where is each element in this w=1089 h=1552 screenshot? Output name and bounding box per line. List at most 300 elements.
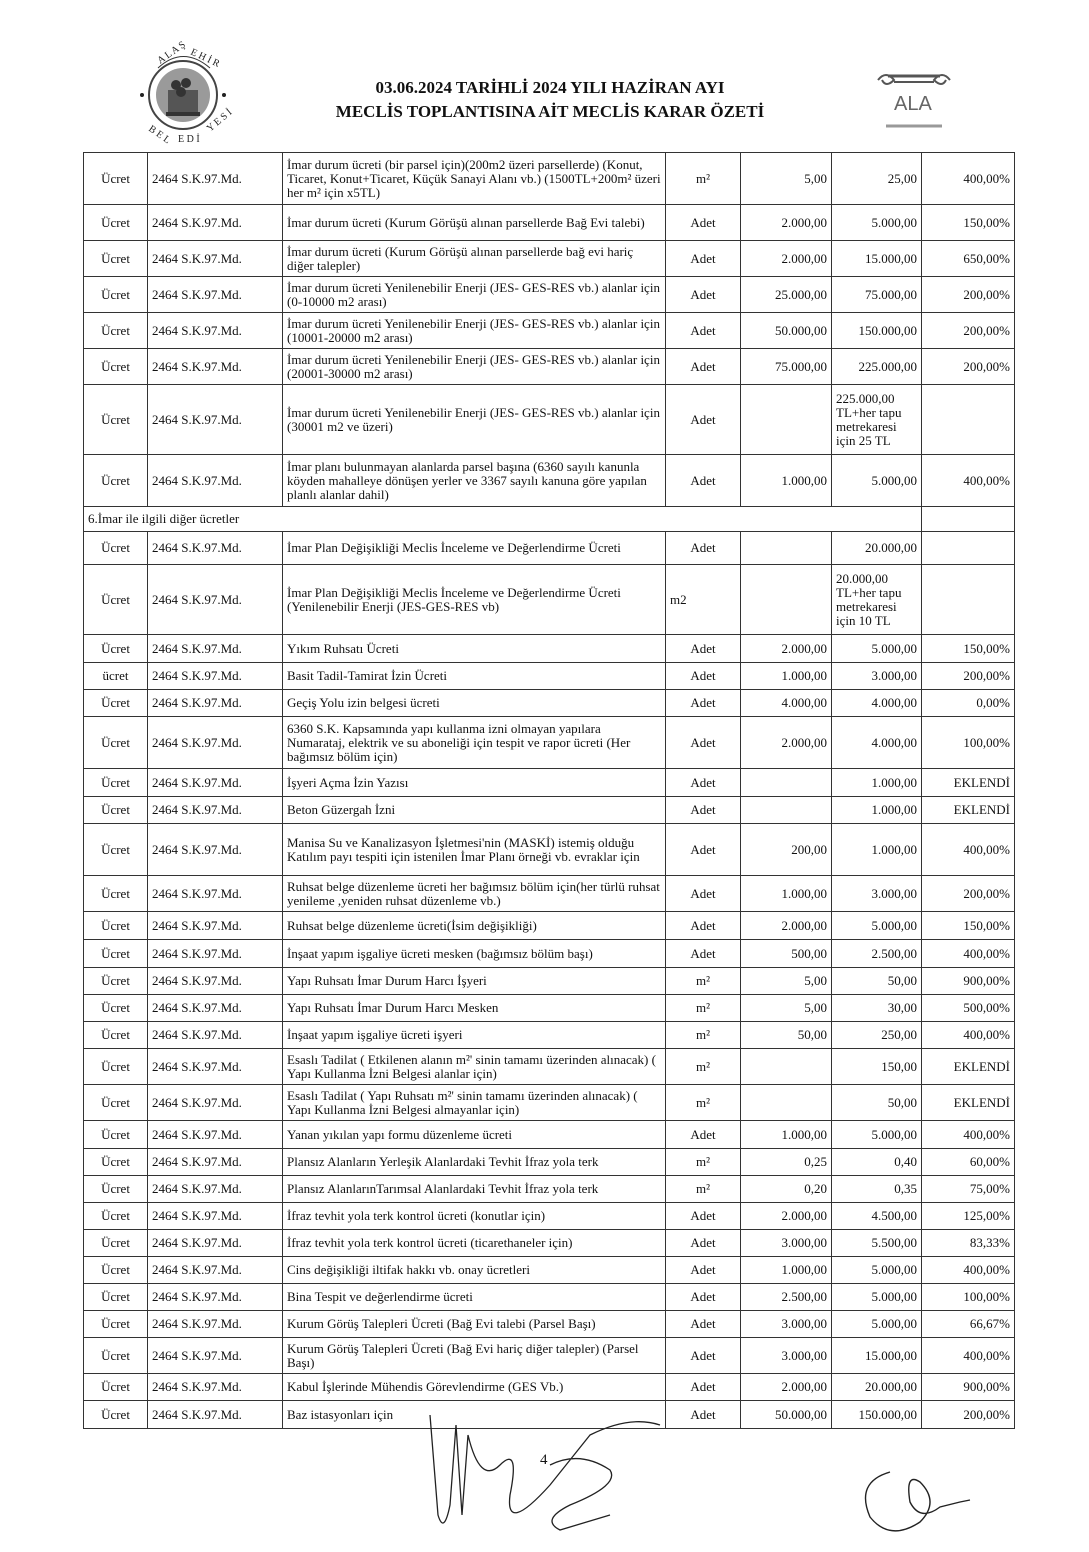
unit-cell: m² bbox=[666, 1022, 741, 1049]
fee-type-cell: Ücret bbox=[84, 717, 148, 769]
table-row bbox=[84, 635, 1015, 663]
change-percent-cell: 400,00% bbox=[922, 1257, 1015, 1284]
municipality-seal-logo bbox=[128, 40, 238, 150]
table-row bbox=[84, 1338, 1015, 1374]
description-cell: İmar durum ücreti Yenilenebilir Enerji (JES- GES-RES vb.) alanlar için (30001 m2 ve üzeri) bbox=[283, 385, 666, 455]
unit-cell: Adet bbox=[666, 824, 741, 876]
new-amount-cell: 75.000,00 bbox=[832, 277, 922, 313]
change-percent-cell: 200,00% bbox=[922, 349, 1015, 385]
legal-basis-cell: 2464 S.K.97.Md. bbox=[148, 565, 283, 635]
legal-basis-cell: 2464 S.K.97.Md. bbox=[148, 313, 283, 349]
description-cell: Baz istasyonları için bbox=[283, 1401, 666, 1429]
change-percent-cell bbox=[922, 385, 1015, 455]
unit-cell: Adet bbox=[666, 385, 741, 455]
new-amount-cell: 5.000,00 bbox=[832, 1257, 922, 1284]
description-cell: Ruhsat belge düzenleme ücreti her bağımsız bölüm için(her türlü ruhsat yenileme ,yeniden ruhsat düzenleme vb.) bbox=[283, 876, 666, 912]
legal-basis-cell: 2464 S.K.97.Md. bbox=[148, 1203, 283, 1230]
new-amount-cell: 15.000,00 bbox=[832, 1338, 922, 1374]
page-number: 4 bbox=[540, 1452, 548, 1468]
new-amount-cell: 5.000,00 bbox=[832, 1311, 922, 1338]
old-amount-cell: 2.000,00 bbox=[741, 635, 832, 663]
change-percent-cell: 66,67% bbox=[922, 1311, 1015, 1338]
ala-logo bbox=[872, 68, 956, 134]
svg-text:ALA: ALA bbox=[894, 93, 932, 115]
description-cell: Ruhsat belge düzenleme ücreti(İsim değişikliği) bbox=[283, 912, 666, 940]
legal-basis-cell: 2464 S.K.97.Md. bbox=[148, 1257, 283, 1284]
new-amount-cell: 1.000,00 bbox=[832, 769, 922, 797]
unit-cell: m² bbox=[666, 968, 741, 995]
description-cell: İmar Plan Değişikliği Meclis İnceleme ve Değerlendirme Ücreti (Yenilenebilir Enerji (JES-GES-RES vb) bbox=[283, 565, 666, 635]
change-percent-cell: 150,00% bbox=[922, 205, 1015, 241]
new-amount-cell: 20.000,00 bbox=[832, 1374, 922, 1401]
fee-type-cell: Ücret bbox=[84, 1176, 148, 1203]
unit-cell: Adet bbox=[666, 1284, 741, 1311]
ionic-column-logo-icon bbox=[872, 68, 956, 134]
unit-cell: Adet bbox=[666, 241, 741, 277]
old-amount-cell: 75.000,00 bbox=[741, 349, 832, 385]
legal-basis-cell: 2464 S.K.97.Md. bbox=[148, 1401, 283, 1429]
unit-cell: Adet bbox=[666, 1401, 741, 1429]
old-amount-cell: 2.000,00 bbox=[741, 717, 832, 769]
old-amount-cell: 0,20 bbox=[741, 1176, 832, 1203]
description-cell: İmar durum ücreti (Kurum Görüşü alınan parsellerde bağ evi hariç diğer talepler) bbox=[283, 241, 666, 277]
legal-basis-cell: 2464 S.K.97.Md. bbox=[148, 1049, 283, 1085]
unit-cell: Adet bbox=[666, 1121, 741, 1149]
table-row bbox=[84, 349, 1015, 385]
document-title-line2: MECLİS TOPLANTISINA AİT MECLİS KARAR ÖZETİ bbox=[335, 102, 765, 121]
legal-basis-cell: 2464 S.K.97.Md. bbox=[148, 385, 283, 455]
old-amount-cell bbox=[741, 797, 832, 824]
legal-basis-cell: 2464 S.K.97.Md. bbox=[148, 1085, 283, 1121]
fee-type-cell: Ücret bbox=[84, 635, 148, 663]
fee-type-cell: Ücret bbox=[84, 1338, 148, 1374]
new-amount-cell: 5.000,00 bbox=[832, 1121, 922, 1149]
table-row bbox=[84, 995, 1015, 1022]
legal-basis-cell: 2464 S.K.97.Md. bbox=[148, 241, 283, 277]
svg-text:A L A Ş: A L A Ş bbox=[155, 40, 188, 67]
section-title: 6.İmar ile ilgili diğer ücretler bbox=[84, 507, 922, 532]
old-amount-cell: 1.000,00 bbox=[741, 663, 832, 690]
fee-type-cell: Ücret bbox=[84, 153, 148, 205]
fee-type-cell: Ücret bbox=[84, 313, 148, 349]
description-cell: İmar durum ücreti Yenilenebilir Enerji (JES- GES-RES vb.) alanlar için (10001-20000 m2 arası) bbox=[283, 313, 666, 349]
fee-type-cell: Ücret bbox=[84, 1230, 148, 1257]
new-amount-cell: 4.000,00 bbox=[832, 717, 922, 769]
description-cell: Cins değişikliği iltifak hakkı vb. onay ücretleri bbox=[283, 1257, 666, 1284]
new-amount-cell: 20.000,00 bbox=[832, 532, 922, 565]
section-header-row bbox=[84, 507, 1015, 532]
change-percent-cell: 400,00% bbox=[922, 940, 1015, 968]
change-percent-cell: 900,00% bbox=[922, 1374, 1015, 1401]
unit-cell: m2 bbox=[666, 565, 741, 635]
unit-cell: m² bbox=[666, 1149, 741, 1176]
new-amount-cell: 1.000,00 bbox=[832, 797, 922, 824]
table-row bbox=[84, 717, 1015, 769]
municipality-seal-icon bbox=[128, 40, 238, 150]
unit-cell: m² bbox=[666, 153, 741, 205]
new-amount-cell: 0,35 bbox=[832, 1176, 922, 1203]
old-amount-cell: 1.000,00 bbox=[741, 876, 832, 912]
unit-cell: Adet bbox=[666, 349, 741, 385]
legal-basis-cell: 2464 S.K.97.Md. bbox=[148, 663, 283, 690]
unit-cell: Adet bbox=[666, 277, 741, 313]
change-percent-cell: 100,00% bbox=[922, 717, 1015, 769]
new-amount-cell: 4.500,00 bbox=[832, 1203, 922, 1230]
description-cell: Plansız Alanların Yerleşik Alanlardaki Tevhit İfraz yola terk bbox=[283, 1149, 666, 1176]
table-row bbox=[84, 1085, 1015, 1121]
change-percent-cell: 200,00% bbox=[922, 277, 1015, 313]
legal-basis-cell: 2464 S.K.97.Md. bbox=[148, 455, 283, 507]
old-amount-cell bbox=[741, 385, 832, 455]
description-cell: Yapı Ruhsatı İmar Durum Harcı İşyeri bbox=[283, 968, 666, 995]
new-amount-cell: 4.000,00 bbox=[832, 690, 922, 717]
change-percent-cell: EKLENDİ bbox=[922, 1049, 1015, 1085]
legal-basis-cell: 2464 S.K.97.Md. bbox=[148, 1022, 283, 1049]
change-percent-cell: EKLENDİ bbox=[922, 769, 1015, 797]
legal-basis-cell: 2464 S.K.97.Md. bbox=[148, 1230, 283, 1257]
unit-cell: Adet bbox=[666, 1311, 741, 1338]
change-percent-cell: 83,33% bbox=[922, 1230, 1015, 1257]
table-row bbox=[84, 1176, 1015, 1203]
description-cell: Kurum Görüş Talepleri Ücreti (Bağ Evi hariç diğer talepler) (Parsel Başı) bbox=[283, 1338, 666, 1374]
unit-cell: Adet bbox=[666, 313, 741, 349]
old-amount-cell: 4.000,00 bbox=[741, 690, 832, 717]
unit-cell: m² bbox=[666, 995, 741, 1022]
svg-text:B E L: B E L bbox=[146, 123, 173, 147]
legal-basis-cell: 2464 S.K.97.Md. bbox=[148, 635, 283, 663]
old-amount-cell: 50.000,00 bbox=[741, 313, 832, 349]
unit-cell: Adet bbox=[666, 455, 741, 507]
old-amount-cell: 5,00 bbox=[741, 968, 832, 995]
unit-cell: Adet bbox=[666, 663, 741, 690]
unit-cell: Adet bbox=[666, 797, 741, 824]
fee-type-cell: Ücret bbox=[84, 940, 148, 968]
old-amount-cell: 1.000,00 bbox=[741, 1257, 832, 1284]
table-row bbox=[84, 876, 1015, 912]
legal-basis-cell: 2464 S.K.97.Md. bbox=[148, 1176, 283, 1203]
description-cell: Yıkım Ruhsatı Ücreti bbox=[283, 635, 666, 663]
description-cell: 6360 S.K. Kapsamında yapı kullanma izni olmayan yapılara Numarataj, elektrik ve su aboneliği için tespit ve rapor ücreti (Her bağımsız bölüm için) bbox=[283, 717, 666, 769]
old-amount-cell: 25.000,00 bbox=[741, 277, 832, 313]
fee-type-cell: Ücret bbox=[84, 1374, 148, 1401]
svg-text:E D İ: E D İ bbox=[178, 134, 200, 145]
old-amount-cell: 2.000,00 bbox=[741, 205, 832, 241]
fee-type-cell: Ücret bbox=[84, 797, 148, 824]
description-cell: İmar durum ücreti (Kurum Görüşü alınan parsellerde Bağ Evi talebi) bbox=[283, 205, 666, 241]
unit-cell: Adet bbox=[666, 912, 741, 940]
legal-basis-cell: 2464 S.K.97.Md. bbox=[148, 824, 283, 876]
old-amount-cell: 3.000,00 bbox=[741, 1338, 832, 1374]
change-percent-cell: 400,00% bbox=[922, 1338, 1015, 1374]
table-row bbox=[84, 968, 1015, 995]
fee-type-cell: Ücret bbox=[84, 824, 148, 876]
fee-type-cell: Ücret bbox=[84, 876, 148, 912]
old-amount-cell bbox=[741, 565, 832, 635]
svg-text:E H İ R: E H İ R bbox=[188, 46, 222, 70]
unit-cell: Adet bbox=[666, 205, 741, 241]
new-amount-cell: 50,00 bbox=[832, 1085, 922, 1121]
unit-cell: Adet bbox=[666, 532, 741, 565]
old-amount-cell: 0,25 bbox=[741, 1149, 832, 1176]
fee-type-cell: Ücret bbox=[84, 1284, 148, 1311]
unit-cell: Adet bbox=[666, 769, 741, 797]
fee-type-cell: Ücret bbox=[84, 1401, 148, 1429]
legal-basis-cell: 2464 S.K.97.Md. bbox=[148, 1338, 283, 1374]
unit-cell: m² bbox=[666, 1176, 741, 1203]
new-amount-cell: 15.000,00 bbox=[832, 241, 922, 277]
description-cell: Beton Güzergah İzni bbox=[283, 797, 666, 824]
unit-cell: Adet bbox=[666, 690, 741, 717]
change-percent-cell: 75,00% bbox=[922, 1176, 1015, 1203]
table-row bbox=[84, 313, 1015, 349]
fee-type-cell: Ücret bbox=[84, 1149, 148, 1176]
unit-cell: Adet bbox=[666, 635, 741, 663]
description-cell: İmar planı bulunmayan alanlarda parsel başına (6360 sayılı kanunla köyden mahalleye dönüşen yerler ve 3367 sayılı kanuna göre yapılan planlı alanlar dahil) bbox=[283, 455, 666, 507]
description-cell: İmar Plan Değişikliği Meclis İnceleme ve Değerlendirme Ücreti bbox=[283, 532, 666, 565]
unit-cell: Adet bbox=[666, 1374, 741, 1401]
old-amount-cell: 2.000,00 bbox=[741, 1374, 832, 1401]
unit-cell: m² bbox=[666, 1049, 741, 1085]
description-cell: İmar durum ücreti Yenilenebilir Enerji (JES- GES-RES vb.) alanlar için (20001-30000 m2 arası) bbox=[283, 349, 666, 385]
table-row bbox=[84, 455, 1015, 507]
old-amount-cell: 50.000,00 bbox=[741, 1401, 832, 1429]
fee-type-cell: Ücret bbox=[84, 1311, 148, 1338]
description-cell: İnşaat yapım işgaliye ücreti mesken (bağımsız bölüm başı) bbox=[283, 940, 666, 968]
old-amount-cell: 200,00 bbox=[741, 824, 832, 876]
old-amount-cell bbox=[741, 532, 832, 565]
legal-basis-cell: 2464 S.K.97.Md. bbox=[148, 349, 283, 385]
description-cell: Esaslı Tadilat ( Yapı Ruhsatı m²' sinin tamamı üzerinden alınacak) ( Yapı Kullanma İzni Belgesi almayanlar için) bbox=[283, 1085, 666, 1121]
description-cell: Kabul İşlerinde Mühendis Görevlendirme (GES Vb.) bbox=[283, 1374, 666, 1401]
table-row bbox=[84, 1284, 1015, 1311]
new-amount-cell: 25,00 bbox=[832, 153, 922, 205]
change-percent-cell: 200,00% bbox=[922, 1401, 1015, 1429]
fee-type-cell: Ücret bbox=[84, 455, 148, 507]
fee-type-cell: Ücret bbox=[84, 1085, 148, 1121]
description-cell: Basit Tadil-Tamirat İzin Ücreti bbox=[283, 663, 666, 690]
old-amount-cell bbox=[741, 1085, 832, 1121]
change-percent-cell: EKLENDİ bbox=[922, 797, 1015, 824]
table-row bbox=[84, 797, 1015, 824]
change-percent-cell: 400,00% bbox=[922, 1022, 1015, 1049]
new-amount-cell: 3.000,00 bbox=[832, 663, 922, 690]
new-amount-cell: 0,40 bbox=[832, 1149, 922, 1176]
new-amount-cell: 1.000,00 bbox=[832, 824, 922, 876]
fee-type-cell: Ücret bbox=[84, 565, 148, 635]
legal-basis-cell: 2464 S.K.97.Md. bbox=[148, 1149, 283, 1176]
legal-basis-cell: 2464 S.K.97.Md. bbox=[148, 277, 283, 313]
change-percent-cell: 200,00% bbox=[922, 876, 1015, 912]
table-row bbox=[84, 565, 1015, 635]
table-row bbox=[84, 1311, 1015, 1338]
new-amount-cell: 225.000,00 bbox=[832, 349, 922, 385]
change-percent-cell: 200,00% bbox=[922, 313, 1015, 349]
unit-cell: Adet bbox=[666, 1203, 741, 1230]
old-amount-cell: 2.000,00 bbox=[741, 912, 832, 940]
unit-cell: Adet bbox=[666, 1230, 741, 1257]
old-amount-cell: 3.000,00 bbox=[741, 1230, 832, 1257]
legal-basis-cell: 2464 S.K.97.Md. bbox=[148, 912, 283, 940]
old-amount-cell bbox=[741, 1049, 832, 1085]
old-amount-cell: 2.000,00 bbox=[741, 1203, 832, 1230]
fee-type-cell: Ücret bbox=[84, 1022, 148, 1049]
new-amount-cell: 3.000,00 bbox=[832, 876, 922, 912]
svg-text:Y E S İ: Y E S İ bbox=[204, 106, 235, 135]
fee-type-cell: Ücret bbox=[84, 241, 148, 277]
old-amount-cell: 1.000,00 bbox=[741, 455, 832, 507]
description-cell: İmar durum ücreti (bir parsel için)(200m2 üzeri parsellerde) (Konut, Ticaret, Konut+Ticaret, Küçük Sanayi Alanı vb.) (1500TL+200m² üzeri her m² için x5TL) bbox=[283, 153, 666, 205]
change-percent-cell: 125,00% bbox=[922, 1203, 1015, 1230]
legal-basis-cell: 2464 S.K.97.Md. bbox=[148, 1284, 283, 1311]
change-percent-cell: 500,00% bbox=[922, 995, 1015, 1022]
document-title-line1: 03.06.2024 TARİHLİ 2024 YILI HAZİRAN AYI bbox=[375, 78, 725, 97]
fee-type-cell: Ücret bbox=[84, 769, 148, 797]
fee-type-cell: Ücret bbox=[84, 1257, 148, 1284]
legal-basis-cell: 2464 S.K.97.Md. bbox=[148, 940, 283, 968]
legal-basis-cell: 2464 S.K.97.Md. bbox=[148, 797, 283, 824]
old-amount-cell: 5,00 bbox=[741, 995, 832, 1022]
change-percent-cell: 200,00% bbox=[922, 663, 1015, 690]
old-amount-cell: 2.500,00 bbox=[741, 1284, 832, 1311]
legal-basis-cell: 2464 S.K.97.Md. bbox=[148, 1374, 283, 1401]
new-amount-cell: 150.000,00 bbox=[832, 1401, 922, 1429]
fee-type-cell: ücret bbox=[84, 663, 148, 690]
table-row bbox=[84, 385, 1015, 455]
fee-type-cell: Ücret bbox=[84, 385, 148, 455]
table-row bbox=[84, 769, 1015, 797]
change-percent-cell: 400,00% bbox=[922, 1121, 1015, 1149]
description-cell: Plansız AlanlarınTarımsal Alanlardaki Tevhit İfraz yola terk bbox=[283, 1176, 666, 1203]
old-amount-cell: 1.000,00 bbox=[741, 1121, 832, 1149]
table-row bbox=[84, 205, 1015, 241]
legal-basis-cell: 2464 S.K.97.Md. bbox=[148, 876, 283, 912]
table-row bbox=[84, 532, 1015, 565]
change-percent-cell bbox=[922, 532, 1015, 565]
change-percent-cell: 100,00% bbox=[922, 1284, 1015, 1311]
new-amount-cell: 150.000,00 bbox=[832, 313, 922, 349]
new-amount-cell: 5.000,00 bbox=[832, 205, 922, 241]
table-row bbox=[84, 1203, 1015, 1230]
signature-right-icon bbox=[850, 1462, 980, 1547]
change-percent-cell: 150,00% bbox=[922, 912, 1015, 940]
fee-type-cell: Ücret bbox=[84, 1121, 148, 1149]
table-row bbox=[84, 663, 1015, 690]
old-amount-cell: 500,00 bbox=[741, 940, 832, 968]
change-percent-cell: 400,00% bbox=[922, 455, 1015, 507]
new-amount-cell: 20.000,00 TL+her tapu metrekaresi için 10 TL bbox=[832, 565, 922, 635]
old-amount-cell: 5,00 bbox=[741, 153, 832, 205]
signature-left-icon bbox=[410, 1395, 700, 1545]
table-row bbox=[84, 277, 1015, 313]
fee-table bbox=[83, 152, 1015, 1429]
old-amount-cell: 3.000,00 bbox=[741, 1311, 832, 1338]
table-row bbox=[84, 1049, 1015, 1085]
new-amount-cell: 225.000,00 TL+her tapu metrekaresi için 25 TL bbox=[832, 385, 922, 455]
old-amount-cell: 50,00 bbox=[741, 1022, 832, 1049]
fee-type-cell: Ücret bbox=[84, 1049, 148, 1085]
description-cell: Manisa Su ve Kanalizasyon İşletmesi'nin (MASKİ) istemiş olduğu Katılım payı tespiti için istenilen İmar Planı örneği vb. evraklar için bbox=[283, 824, 666, 876]
table-row bbox=[84, 241, 1015, 277]
table-row bbox=[84, 940, 1015, 968]
description-cell: Bina Tespit ve değerlendirme ücreti bbox=[283, 1284, 666, 1311]
legal-basis-cell: 2464 S.K.97.Md. bbox=[148, 717, 283, 769]
fee-type-cell: Ücret bbox=[84, 205, 148, 241]
legal-basis-cell: 2464 S.K.97.Md. bbox=[148, 968, 283, 995]
description-cell: Yanan yıkılan yapı formu düzenleme ücreti bbox=[283, 1121, 666, 1149]
fee-type-cell: Ücret bbox=[84, 690, 148, 717]
fee-type-cell: Ücret bbox=[84, 1203, 148, 1230]
description-cell: Esaslı Tadilat ( Etkilenen alanın m²' sinin tamamı üzerinden alınacak) ( Yapı Kullanma İzni Belgesi alanlar için) bbox=[283, 1049, 666, 1085]
unit-cell: Adet bbox=[666, 876, 741, 912]
change-percent-cell: EKLENDİ bbox=[922, 1085, 1015, 1121]
new-amount-cell: 5.000,00 bbox=[832, 912, 922, 940]
fee-type-cell: Ücret bbox=[84, 912, 148, 940]
table-row bbox=[84, 1149, 1015, 1176]
unit-cell: Adet bbox=[666, 940, 741, 968]
fee-type-cell: Ücret bbox=[84, 968, 148, 995]
unit-cell: Adet bbox=[666, 1257, 741, 1284]
description-cell: İnşaat yapım işgaliye ücreti işyeri bbox=[283, 1022, 666, 1049]
table-row bbox=[84, 912, 1015, 940]
fee-type-cell: Ücret bbox=[84, 349, 148, 385]
change-percent-cell: 900,00% bbox=[922, 968, 1015, 995]
change-percent-cell: 60,00% bbox=[922, 1149, 1015, 1176]
new-amount-cell: 2.500,00 bbox=[832, 940, 922, 968]
change-percent-cell: 0,00% bbox=[922, 690, 1015, 717]
legal-basis-cell: 2464 S.K.97.Md. bbox=[148, 153, 283, 205]
table-row bbox=[84, 1230, 1015, 1257]
new-amount-cell: 50,00 bbox=[832, 968, 922, 995]
legal-basis-cell: 2464 S.K.97.Md. bbox=[148, 995, 283, 1022]
legal-basis-cell: 2464 S.K.97.Md. bbox=[148, 769, 283, 797]
new-amount-cell: 30,00 bbox=[832, 995, 922, 1022]
description-cell: Kurum Görüş Talepleri Ücreti (Bağ Evi talebi (Parsel Başı) bbox=[283, 1311, 666, 1338]
table-row bbox=[84, 824, 1015, 876]
description-cell: Yapı Ruhsatı İmar Durum Harcı Mesken bbox=[283, 995, 666, 1022]
description-cell: İşyeri Açma İzin Yazısı bbox=[283, 769, 666, 797]
table-row bbox=[84, 1257, 1015, 1284]
fee-type-cell: Ücret bbox=[84, 995, 148, 1022]
description-cell: İmar durum ücreti Yenilenebilir Enerji (JES- GES-RES vb.) alanlar için (0-10000 m2 arası) bbox=[283, 277, 666, 313]
description-cell: İfraz tevhit yola terk kontrol ücreti (konutlar için) bbox=[283, 1203, 666, 1230]
change-percent-cell: 150,00% bbox=[922, 635, 1015, 663]
new-amount-cell: 5.000,00 bbox=[832, 1284, 922, 1311]
description-cell: İfraz tevhit yola terk kontrol ücreti (ticarethaneler için) bbox=[283, 1230, 666, 1257]
legal-basis-cell: 2464 S.K.97.Md. bbox=[148, 1311, 283, 1338]
change-percent-cell: 400,00% bbox=[922, 153, 1015, 205]
new-amount-cell: 5.000,00 bbox=[832, 455, 922, 507]
change-percent-cell: 400,00% bbox=[922, 824, 1015, 876]
legal-basis-cell: 2464 S.K.97.Md. bbox=[148, 205, 283, 241]
unit-cell: Adet bbox=[666, 1338, 741, 1374]
old-amount-cell: 2.000,00 bbox=[741, 241, 832, 277]
fee-type-cell: Ücret bbox=[84, 277, 148, 313]
new-amount-cell: 150,00 bbox=[832, 1049, 922, 1085]
table-row bbox=[84, 1121, 1015, 1149]
change-percent-cell bbox=[922, 565, 1015, 635]
new-amount-cell: 5.000,00 bbox=[832, 635, 922, 663]
table-row bbox=[84, 153, 1015, 205]
unit-cell: m² bbox=[666, 1085, 741, 1121]
legal-basis-cell: 2464 S.K.97.Md. bbox=[148, 690, 283, 717]
fee-type-cell: Ücret bbox=[84, 532, 148, 565]
old-amount-cell bbox=[741, 769, 832, 797]
legal-basis-cell: 2464 S.K.97.Md. bbox=[148, 532, 283, 565]
unit-cell: Adet bbox=[666, 717, 741, 769]
table-row bbox=[84, 690, 1015, 717]
change-percent-cell: 650,00% bbox=[922, 241, 1015, 277]
legal-basis-cell: 2464 S.K.97.Md. bbox=[148, 1121, 283, 1149]
